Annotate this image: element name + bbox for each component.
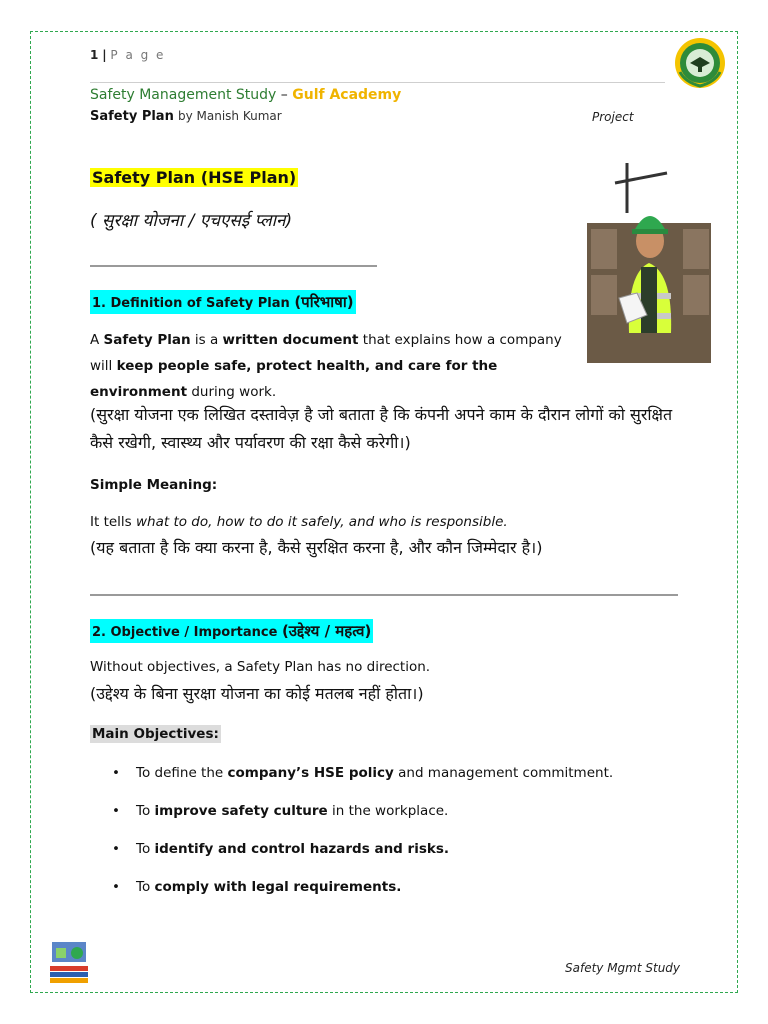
page-title-hindi: ( सुरक्षा योजना / एचएसई प्लान) bbox=[90, 211, 293, 231]
definition-paragraph: A Safety Plan is a written document that explains how a company will keep people safe, protect health, and care for the environment during work. bbox=[90, 332, 562, 400]
byline: by Manish Kumar bbox=[177, 109, 282, 123]
page-label: P a g e bbox=[110, 48, 166, 62]
project-label: Project bbox=[592, 110, 634, 124]
definition-hindi: (सुरक्षा योजना एक लिखित दस्तावेज़ है जो बताता है कि कंपनी अपने काम के दौरान लोगों को सुरक्षित कैसे रखेगी, स्वास्थ्य और पर्यावरण की रक्षा कैसे करेगी।) bbox=[90, 405, 673, 452]
simple-meaning-label: Simple Meaning: bbox=[90, 477, 218, 493]
section2-heading: 2. Objective / Importance (उद्देश्य / महत्व) bbox=[90, 619, 373, 643]
main-objectives-label: Main Objectives: bbox=[92, 726, 219, 742]
list-item: • To define the company’s HSE policy and management commitment. bbox=[112, 765, 614, 781]
list-item: • To comply with legal requirements. bbox=[112, 879, 402, 895]
simple-meaning-hindi: (यह बताता है कि क्या करना है, कैसे सुरक्षित करना है, और कौन जिम्मेदार है।) bbox=[90, 538, 543, 557]
site-title: Safety Management Study – Gulf Academy bbox=[90, 87, 402, 103]
page-number: 1 | P a g e bbox=[90, 48, 166, 62]
safety-worker-photo bbox=[587, 163, 711, 363]
objectives-intro: Without objectives, a Safety Plan has no direction. bbox=[90, 659, 431, 675]
simple-meaning-text: It tells what to do, how to do it safely, and who is responsible. bbox=[90, 514, 508, 530]
academy-logo bbox=[673, 36, 727, 90]
list-item: • To improve safety culture in the workplace. bbox=[112, 803, 449, 819]
footer-logo bbox=[48, 940, 90, 984]
doc-subtitle: Safety Plan by Manish Kumar bbox=[90, 109, 282, 124]
objectives-list bbox=[112, 757, 672, 909]
title-divider bbox=[90, 265, 377, 267]
footer-text: Safety Mgmt Study bbox=[565, 961, 681, 975]
list-item: • To identify and control hazards and risks. bbox=[112, 841, 450, 857]
section-divider bbox=[90, 594, 678, 596]
objectives-intro-hindi: (उद्देश्य के बिना सुरक्षा योजना का कोई मतलब नहीं होता।) bbox=[90, 684, 424, 703]
academy-name: Gulf Academy bbox=[292, 87, 402, 103]
section1-heading: 1. Definition of Safety Plan (परिभाषा) bbox=[90, 290, 356, 314]
header-divider bbox=[90, 82, 665, 83]
page-title: Safety Plan (HSE Plan) bbox=[92, 168, 297, 187]
